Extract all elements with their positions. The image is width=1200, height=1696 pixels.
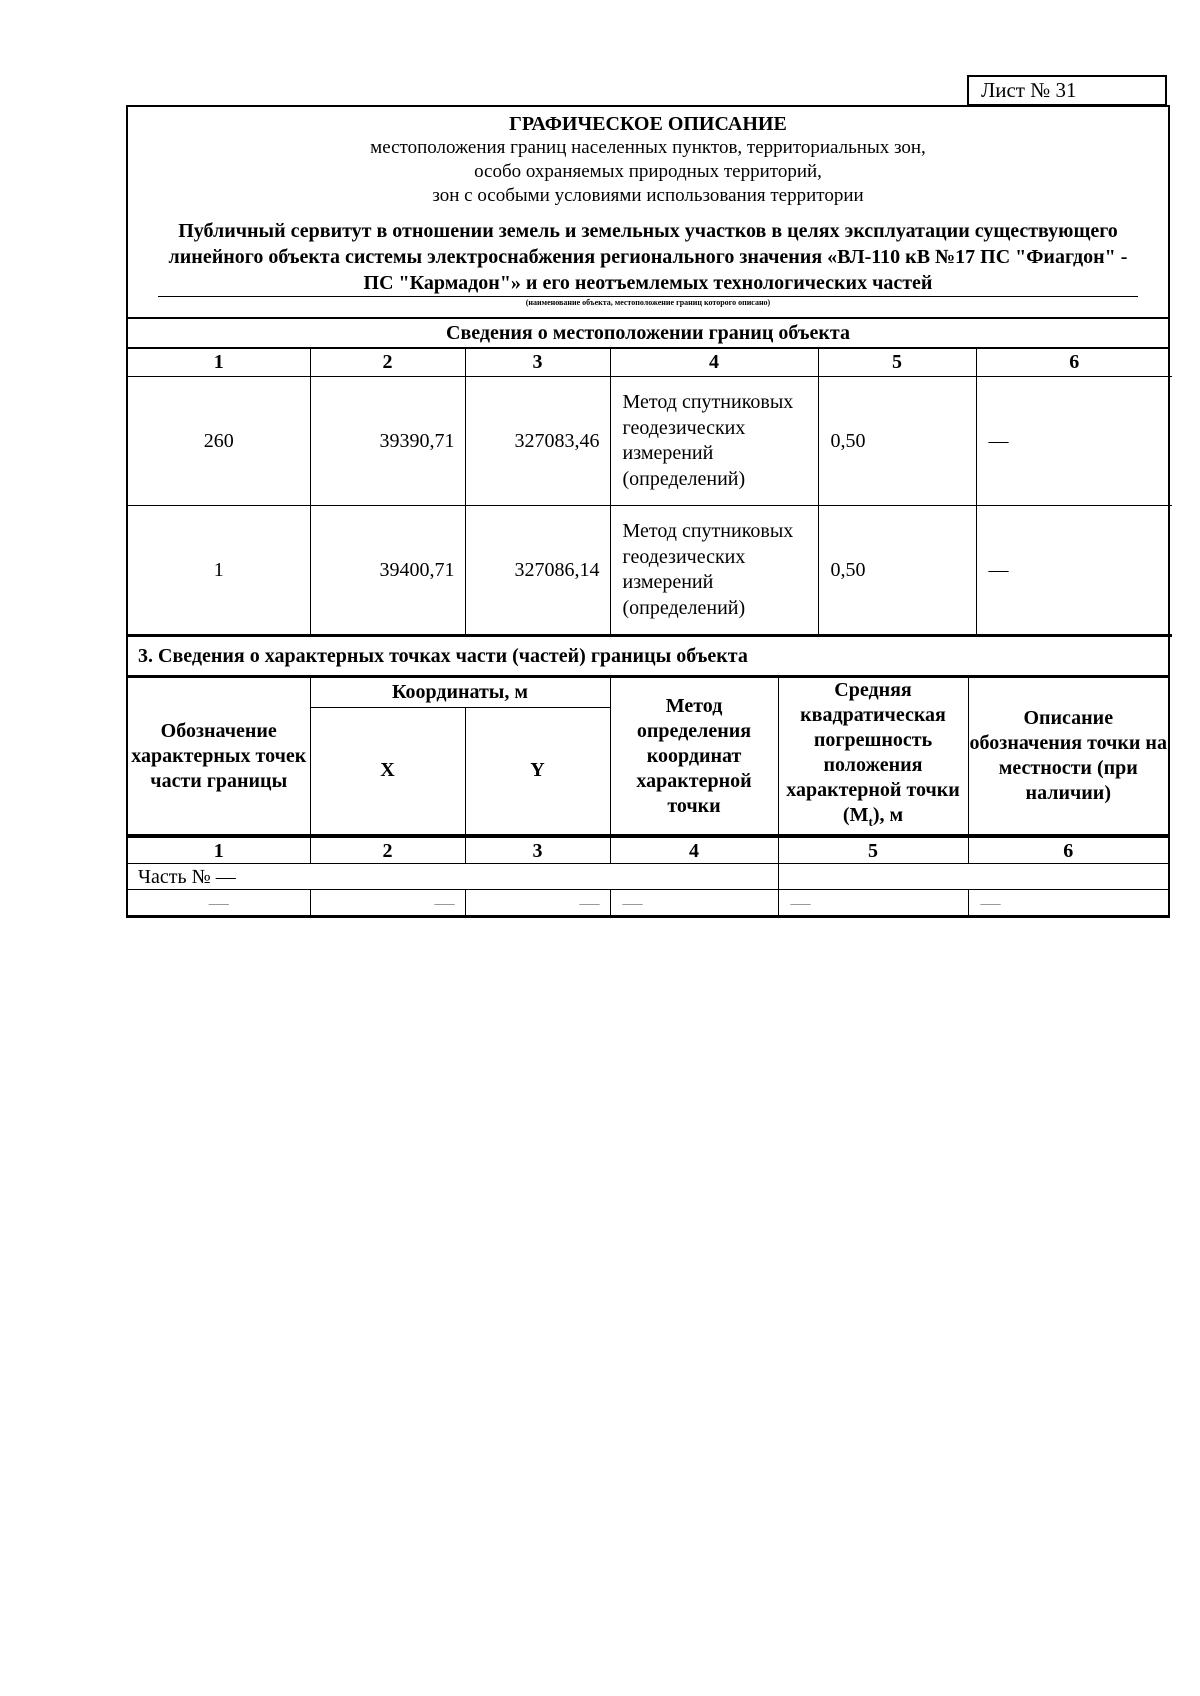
coordinate-y: 327086,14	[465, 506, 610, 636]
location-table	[128, 349, 1172, 637]
empty-cell: —	[778, 890, 968, 916]
subtitle-line-3: зон с особыми условиями использования территории	[432, 185, 864, 206]
part-label-row	[128, 864, 1168, 890]
coordinate-x: 39400,71	[310, 506, 465, 636]
sheet-number: Лист № 31	[967, 75, 1167, 106]
column-number: 5	[818, 349, 976, 377]
method-cell: Метод спутниковых геодезических измерений (определений)	[610, 377, 818, 506]
column-number: 2	[310, 837, 465, 864]
header-method: Метод определения координат характерной точки	[610, 678, 778, 835]
column-number: 2	[310, 349, 465, 377]
empty-cell: —	[610, 890, 778, 916]
object-note: (наименование объекта, местоположение границ которого описано)	[525, 298, 771, 307]
header-x: X	[310, 707, 465, 834]
part-label-empty	[778, 864, 1168, 890]
table-row	[128, 377, 1172, 506]
column-number: 6	[976, 349, 1172, 377]
location-column-numbers	[128, 349, 1172, 377]
header-description: Описание обозначения точки на местности (при наличии)	[968, 678, 1168, 835]
description-cell: —	[976, 377, 1172, 506]
header-coordinates: Координаты, м	[310, 678, 610, 707]
part-label: Часть № —	[128, 864, 778, 890]
header-accuracy	[778, 678, 968, 835]
coordinate-y: 327083,46	[465, 377, 610, 506]
column-number: 3	[465, 837, 610, 864]
header-accuracy-text: Средняя квадратическая погрешность положения характерной точки (M	[786, 679, 960, 826]
document-frame	[126, 105, 1170, 918]
header-designation: Обозначение характерных точек части границы	[128, 678, 310, 835]
header-accuracy-tail: ), м	[872, 804, 904, 826]
location-section-title: Сведения о местоположении границ объекта	[128, 319, 1168, 349]
column-number: 1	[128, 837, 310, 864]
table-row	[128, 890, 1168, 916]
parts-body-table	[128, 835, 1168, 916]
point-number: 1	[128, 506, 310, 636]
empty-cell: —	[465, 890, 610, 916]
column-number: 6	[968, 837, 1168, 864]
parts-header-table	[128, 678, 1168, 835]
document-header	[128, 107, 1168, 319]
coordinate-x: 39390,71	[310, 377, 465, 506]
table-row	[128, 506, 1172, 636]
point-number: 260	[128, 377, 310, 506]
column-number: 1	[128, 349, 310, 377]
parts-section-title: 3. Сведения о характерных точках части (частей) границы объекта	[128, 637, 1168, 678]
document-title: ГРАФИЧЕСКОЕ ОПИСАНИЕ	[509, 113, 787, 135]
description-cell: —	[976, 506, 1172, 636]
accuracy-cell: 0,50	[818, 377, 976, 506]
empty-cell: —	[310, 890, 465, 916]
empty-cell: —	[968, 890, 1168, 916]
parts-column-numbers	[128, 837, 1168, 864]
accuracy-cell: 0,50	[818, 506, 976, 636]
empty-cell: —	[128, 890, 310, 916]
column-number: 5	[778, 837, 968, 864]
column-number: 4	[610, 837, 778, 864]
subtitle-line-1: местоположения границ населенных пунктов, территориальных зон,	[370, 137, 926, 158]
column-number: 4	[610, 349, 818, 377]
header-y: Y	[465, 707, 610, 834]
column-number: 3	[465, 349, 610, 377]
method-cell: Метод спутниковых геодезических измерений (определений)	[610, 506, 818, 636]
subtitle-line-2: особо охраняемых природных территорий,	[474, 161, 822, 182]
object-name: Публичный сервитут в отношении земель и земельных участков в целях эксплуатации существующего линейного объекта системы электроснабжения регионального значения «ВЛ-110 кВ №17 ПС "Фиагдон" - ПС "Кармадон"» и его неотъемлемых технологических частей	[168, 220, 1128, 294]
header-accuracy-subscript: t	[868, 814, 873, 829]
